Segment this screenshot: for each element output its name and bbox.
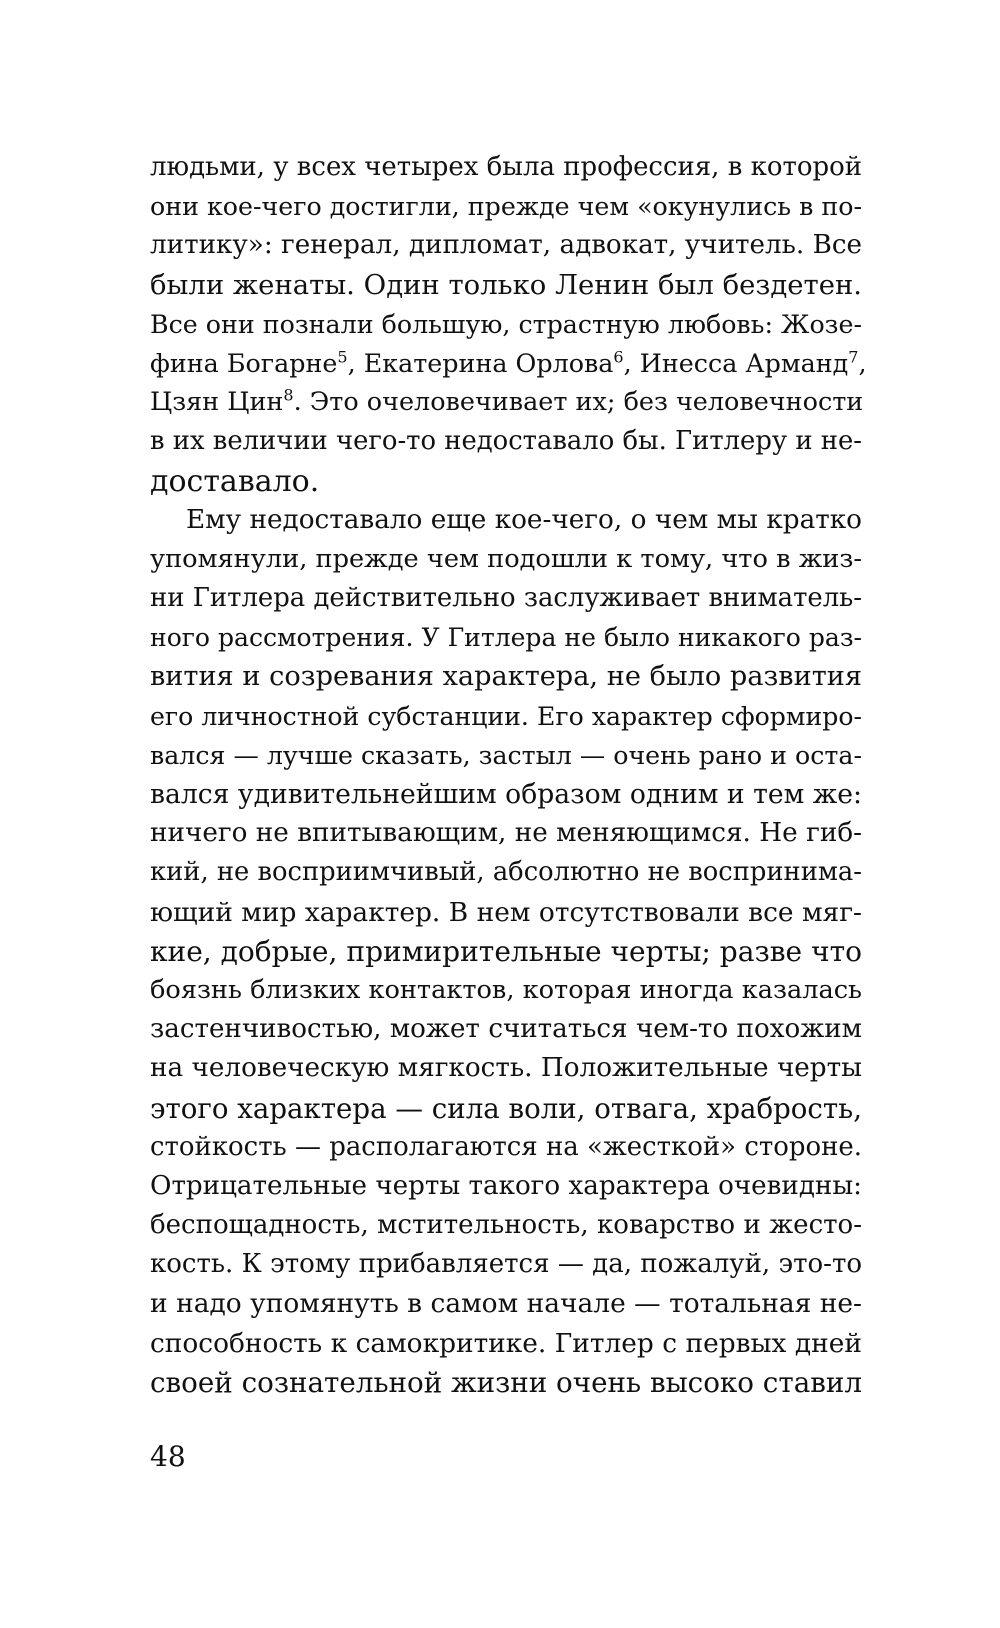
text-fragment: упомянули, прежде чем подошли к тому, что в жиз- xyxy=(150,543,862,574)
text-fragment: ничего не впитывающим, не меняющимся. Не гиб- xyxy=(150,818,862,849)
text-line xyxy=(150,1049,862,1088)
text-fragment: , Екатерина Орлова xyxy=(347,347,614,378)
text-fragment: и надо упомянуть в самом начале — тотальная не- xyxy=(150,1288,862,1320)
text-line xyxy=(150,775,862,814)
text-line xyxy=(150,618,862,657)
text-line xyxy=(150,422,862,461)
text-line xyxy=(150,579,862,618)
text-fragment: кие, добрые, примирительные черты; разве что xyxy=(150,934,862,968)
text-line xyxy=(150,1128,862,1167)
text-line xyxy=(150,187,862,226)
footnote-marker: 5 xyxy=(337,347,348,367)
text-line xyxy=(150,148,862,187)
text-line xyxy=(150,1245,862,1284)
text-fragment: беспощадность, мстительность, коварство и жесто- xyxy=(150,1210,862,1241)
text-fragment: людьми, у всех четырех была профессия, в которой xyxy=(150,152,862,182)
text-line xyxy=(150,932,862,971)
text-fragment: ного рассмотрения. У Гитлера не было никакого раз- xyxy=(150,623,862,653)
text-fragment: были женаты. Один только Ленин был бездетен. xyxy=(150,269,862,301)
text-fragment: Отрицательные черты такого характера очевидны: xyxy=(150,1170,862,1201)
text-fragment: вался удивительнейшим образом одним и тем же: xyxy=(150,779,862,810)
text-fragment: его личностной субстанции. Его характер сформиро- xyxy=(150,701,862,731)
text-fragment: Ему недоставало еще кое-чего, о чем мы кратко xyxy=(186,504,862,535)
text-line xyxy=(150,1089,862,1128)
text-line xyxy=(150,697,862,736)
text-fragment: этого характера — сила воли, отвага, храбрость, xyxy=(150,1091,862,1125)
text-fragment: вития и созревания характера, не было развития xyxy=(150,661,862,693)
text-line xyxy=(150,657,862,696)
footnote-marker: 6 xyxy=(613,347,624,367)
text-fragment: доставало. xyxy=(150,463,320,499)
text-line xyxy=(150,540,862,579)
text-fragment: боязнь близких контактов, которая иногда казалась xyxy=(150,974,862,1005)
text-line xyxy=(150,226,862,265)
text-fragment: на человеческую мягкость. Положительные черты xyxy=(150,1053,862,1084)
text-line xyxy=(150,1284,862,1323)
text-line xyxy=(150,344,867,383)
text-line xyxy=(150,1167,862,1206)
text-fragment: стойкость — располагаются на «жесткой» стороне. xyxy=(150,1131,862,1162)
text-line xyxy=(150,1010,862,1049)
text-line xyxy=(150,893,862,932)
text-fragment: , Инесса Арманд xyxy=(623,347,849,378)
text-line xyxy=(150,1363,862,1402)
text-fragment: своей сознательной жизни очень высоко ставил xyxy=(150,1365,862,1399)
text-fragment: ющий мир характер. В нем отсутствовали все мяг- xyxy=(150,896,862,928)
text-fragment: они кое-чего достигли, прежде чем «окунулись в по- xyxy=(150,192,862,222)
text-fragment: литику»: генерал, дипломат, адвокат, учитель. Все xyxy=(150,230,862,261)
text-fragment: кость. К этому прибавляется — да, пожалуй, это-то xyxy=(150,1249,862,1280)
text-fragment: фина Богарне xyxy=(150,347,338,378)
text-fragment: , xyxy=(858,347,867,378)
text-fragment: Цзян Цин xyxy=(150,387,284,418)
text-line xyxy=(150,305,862,344)
text-fragment: способность к самокритике. Гитлер с первых дней xyxy=(150,1327,862,1359)
text-line xyxy=(150,853,862,892)
text-fragment: ни Гитлера действительно заслуживает вниматель- xyxy=(150,583,862,614)
text-fragment: Все они познали большую, страстную любовь: Жозе- xyxy=(150,309,862,339)
text-fragment: в их величии чего-то недоставало бы. Гитлеру и не- xyxy=(150,426,862,457)
text-line xyxy=(150,501,862,540)
text-fragment: вался — лучше сказать, застыл — очень рано и оста- xyxy=(150,740,862,770)
text-line xyxy=(150,814,862,853)
text-line xyxy=(150,266,862,305)
text-line xyxy=(150,1324,862,1363)
footnote-marker: 8 xyxy=(283,385,294,405)
body-text xyxy=(150,148,867,1402)
text-line xyxy=(150,462,862,501)
text-line xyxy=(150,971,862,1010)
footnote-marker: 7 xyxy=(848,347,859,367)
text-line xyxy=(150,1206,862,1245)
text-fragment: . Это очеловечивает их; без человечности xyxy=(293,387,864,418)
text-fragment: кий, не восприимчивый, абсолютно не воспринима- xyxy=(150,857,862,888)
text-line xyxy=(150,736,862,775)
text-line xyxy=(150,383,862,422)
page-number: 48 xyxy=(150,1440,186,1473)
text-fragment: застенчивостью, может считаться чем-то похожим xyxy=(150,1014,862,1045)
